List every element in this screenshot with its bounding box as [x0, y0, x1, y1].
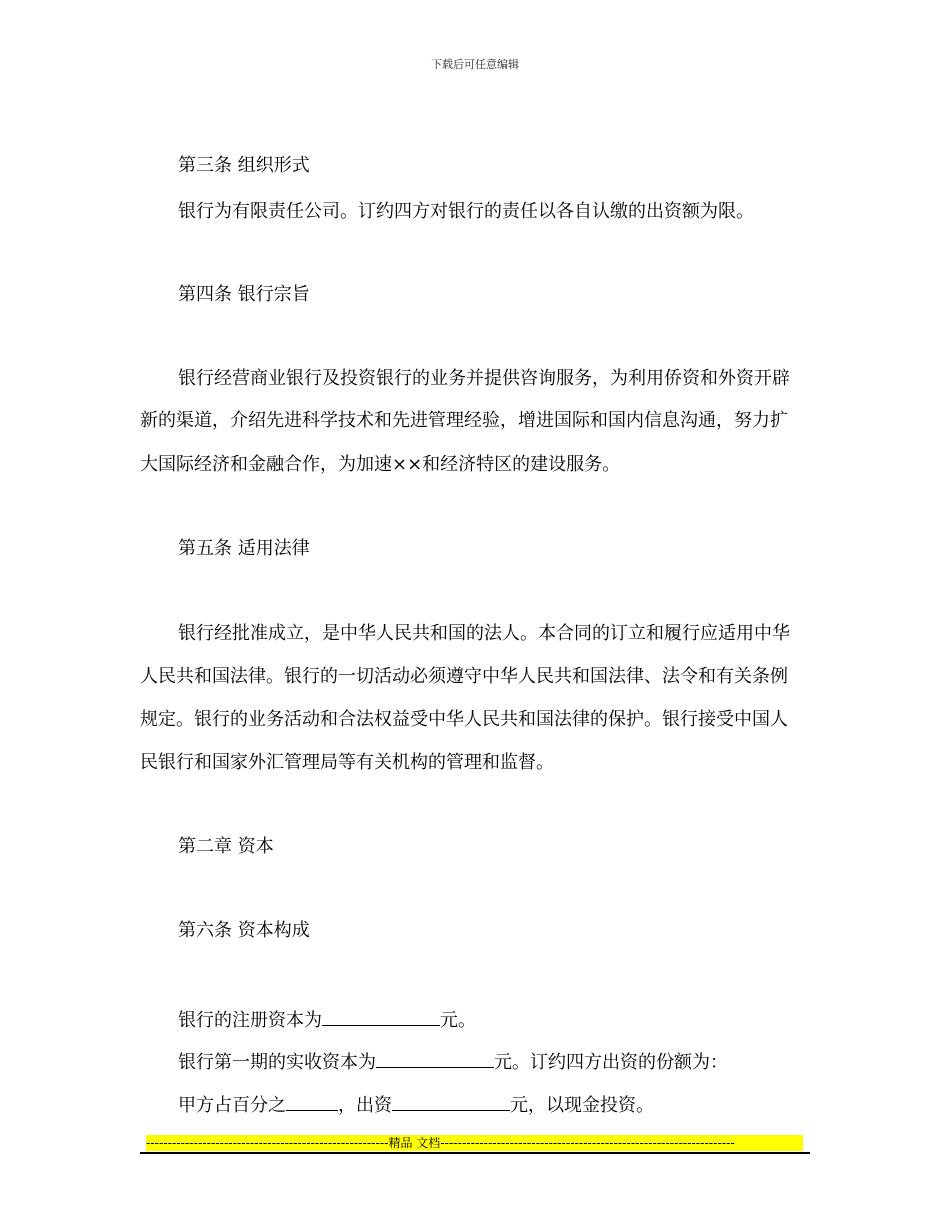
article-4-line-2: 新的渠道，介绍先进科学技术和先进管理经验，增进国际和国内信息沟通，努力扩 — [140, 410, 788, 431]
footer-label: 精品 文档 — [388, 1136, 441, 1150]
article-3-title: 第三条 组织形式 — [178, 155, 310, 176]
registered-capital-blank[interactable] — [322, 1009, 440, 1026]
article-5-line-4: 民银行和国家外汇管理局等有关机构的管理和监督。 — [140, 752, 554, 773]
chapter-2-title: 第二章 资本 — [178, 836, 274, 857]
registered-capital-unit: 元。 — [440, 1010, 476, 1031]
party-a-share-line — [178, 1094, 850, 1115]
footer-dashes-right: -------------------------------------------------------------------- — [440, 1136, 735, 1150]
paid-in-capital-blank[interactable] — [376, 1051, 494, 1068]
registered-capital-label: 银行的注册资本为 — [178, 1010, 322, 1031]
footer-rule — [140, 1152, 810, 1154]
article-5-line-3: 规定。银行的业务活动和合法权益受中华人民共和国法律的保护。银行接受中国人 — [140, 709, 788, 730]
registered-capital-line — [178, 1009, 850, 1030]
party-a-percent-blank[interactable] — [286, 1094, 338, 1111]
party-a-contribution-label: ，出资 — [338, 1095, 392, 1116]
paid-in-capital-line — [178, 1051, 850, 1072]
article-4-line-3: 大国际经济和金融合作，为加速××和经济特区的建设服务。 — [140, 454, 621, 475]
article-5-title: 第五条 适用法律 — [178, 538, 310, 559]
paid-in-capital-label: 银行第一期的实收资本为 — [178, 1052, 376, 1073]
page-header: 下载后可任意编辑 — [431, 58, 519, 71]
party-a-share-label: 甲方占百分之 — [178, 1095, 286, 1116]
article-3-text: 银行为有限责任公司。订约四方对银行的责任以各自认缴的出资额为限。 — [178, 201, 754, 222]
party-a-contribution-unit: 元，以现金投资。 — [510, 1095, 654, 1116]
article-6-title: 第六条 资本构成 — [178, 920, 310, 941]
footer-dashes-left: -------------------------------------------------------- — [146, 1136, 389, 1150]
article-4-title: 第四条 银行宗旨 — [178, 284, 310, 305]
footer-banner — [146, 1135, 803, 1151]
paid-in-capital-unit: 元。订约四方出资的份额为： — [494, 1052, 728, 1073]
article-4-line-1: 银行经营商业银行及投资银行的业务并提供咨询服务，为利用侨资和外资开辟 — [178, 368, 790, 389]
article-5-line-1: 银行经批准成立，是中华人民共和国的法人。本合同的订立和履行应适用中华 — [178, 623, 790, 644]
party-a-amount-blank[interactable] — [392, 1094, 510, 1111]
article-5-line-2: 人民共和国法律。银行的一切活动必须遵守中华人民共和国法律、法令和有关条例 — [140, 666, 788, 687]
